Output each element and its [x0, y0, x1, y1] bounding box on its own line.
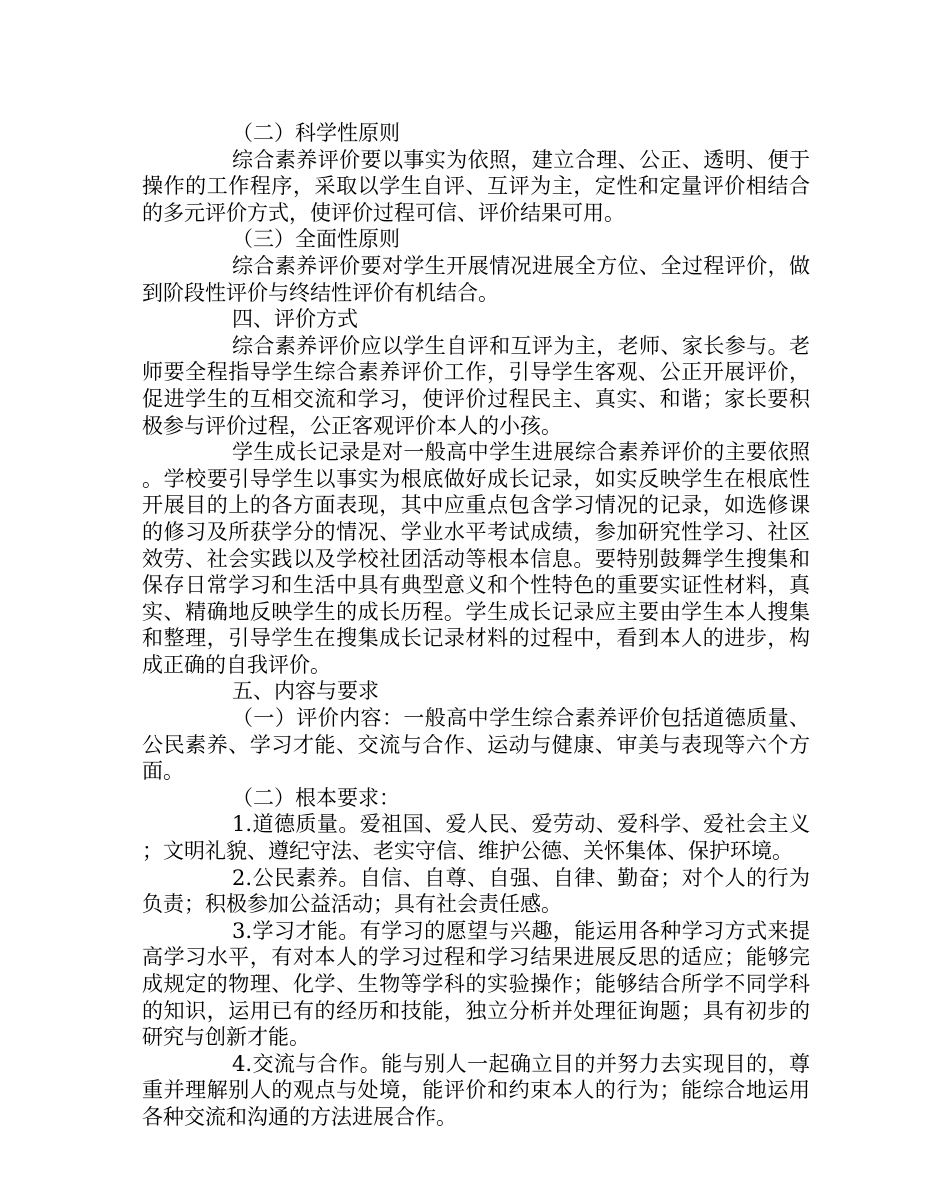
heading-scientific-principle: （二）科学性原则: [232, 121, 400, 145]
document-body: [142, 120, 810, 1131]
item-communication-cooperation: 4.交流与合作。能与别人一起确立目的并努力去实现目的，尊重并理解别人的观点与处境，能评价和约束本人的行为；能综合地运用各种交流和沟通的方法进展合作。: [142, 1051, 810, 1129]
item-learning-ability: 3.学习才能。有学习的愿望与兴趣，能运用各种学习方式来提高学习水平，有对本人的学习过程和学习结果进展反思的适应；能够完成规定的物理、化学、生物等学科的实验操作；能够结合所学不同学科的知识，运用已有的经历和技能，独立分析并处理征询题；具有初步的研究与创新才能。: [142, 918, 810, 1050]
heading-evaluation-method: 四、评价方式: [232, 307, 358, 332]
paragraph-growth-record: 学生成长记录是对一般高中学生进展综合素养评价的主要依照。学校要引导学生以事实为根底做好成长记录，如实反映学生在根底性开展目的上的各方面表现，其中应重点包含学习情况的记录，如选修课的修习及所获学分的情况、学业水平考试成绩，参加研究性学习、社区效劳、社会实践以及学校社团活动等根本信息。要特别鼓舞学生搜集和保存日常学习和生活中具有典型意义和个性特色的重要实证性材料，真实、精确地反映学生的成长历程。学生成长记录应主要由学生本人搜集和整理，引导学生在搜集成长记录材料的过程中，看到本人的进步，构成正确的自我评价。: [142, 440, 810, 677]
item-civic-literacy: 2.公民素养。自信、自尊、自强、自律、勤奋；对个人的行为负责；积极参加公益活动；具有社会责任感。: [142, 865, 810, 917]
heading-content-requirements: 五、内容与要求: [232, 679, 379, 704]
paragraph-evaluation-method: 综合素养评价应以学生自评和互评为主，老师、家长参与。老师要全程指导学生综合素养评价工作，引导学生客观、公正开展评价，促进学生的互相交流和学习，使评价过程民主、真实、和谐；家长要积极参与评价过程，公正客观评价本人的小孩。: [142, 333, 810, 438]
paragraph-comprehensive-principle: 综合素养评价要对学生开展情况进展全方位、全过程评价，做到阶段性评价与终结性评价有机结合。: [142, 253, 810, 305]
item-moral-quality: 1.道德质量。爱祖国、爱人民、爱劳动、爱科学、爱社会主义；文明礼貌、遵纪守法、老实守信、维护公德、关怀集体、保护环境。: [142, 812, 810, 864]
paragraph-evaluation-content: （一）评价内容：一般高中学生综合素养评价包括道德质量、公民素养、学习才能、交流与合作、运动与健康、审美与表现等六个方面。: [142, 706, 810, 784]
heading-basic-requirements: （二）根本要求：: [232, 785, 400, 810]
heading-comprehensive-principle: （三）全面性原则: [232, 227, 400, 252]
paragraph-scientific-principle: 综合素养评价要以事实为依照，建立合理、公正、透明、便于操作的工作程序，采取以学生自评、互评为主，定性和定量评价相结合的多元评价方式，使评价过程可信、评价结果可用。: [142, 147, 810, 225]
